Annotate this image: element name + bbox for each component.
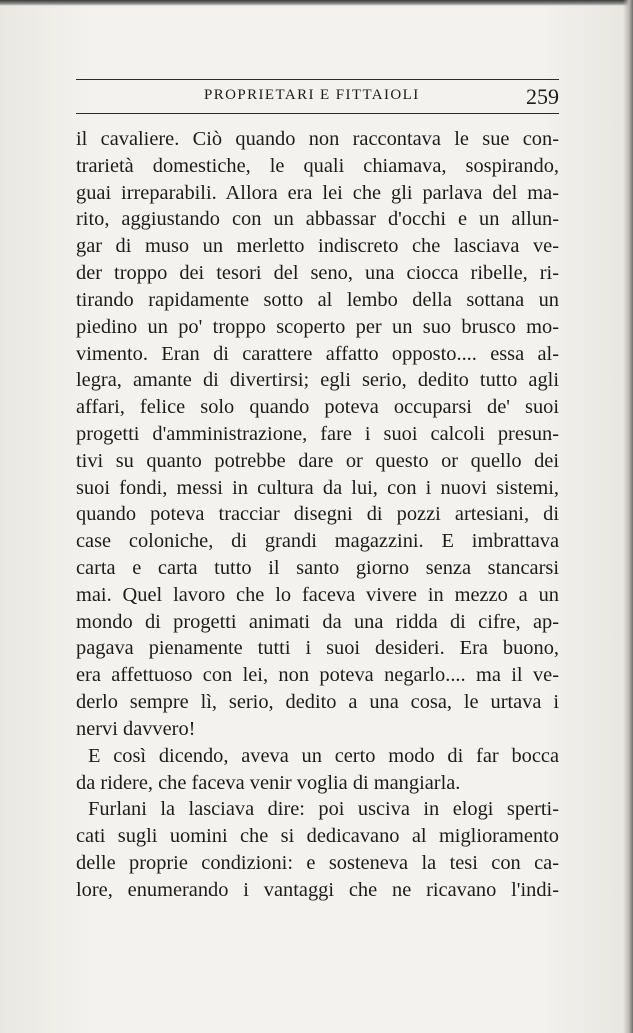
page-right-edge — [623, 0, 633, 1033]
text-line: lore, enumerando i vantaggi che ne ricavano l'indi- — [76, 878, 559, 901]
text-line: pagava pienamente tutti i suoi desideri. Era buono, — [76, 637, 559, 660]
text-line: tirando rapidamente sotto al lembo della sottana un — [76, 288, 559, 311]
text-line: il cavaliere. Ciò quando non raccontava le sue con- — [76, 128, 559, 150]
page-number: 259 — [526, 84, 559, 109]
text-line: era affettuoso con lei, non poteva negarlo.... ma il ve- — [76, 664, 559, 687]
text-line: guai irreparabili. Allora era lei che gli parlava del ma- — [76, 181, 559, 204]
text-line: quando poteva tracciar disegni di pozzi artesiani, di — [76, 503, 559, 526]
page-header — [76, 86, 559, 110]
text-line: mondo di progetti animati da una ridda di cifre, ap- — [76, 610, 559, 633]
text-line: da ridere, che faceva venir voglia di mangiarla. — [76, 771, 461, 794]
text-line: cati sugli uomini che si dedicavano al miglioramento — [76, 825, 559, 848]
text-line: suoi fondi, messi in cultura da lui, con i nuovi sistemi, — [76, 476, 559, 499]
header-bottom-rule — [76, 113, 559, 114]
body-text — [76, 126, 559, 904]
text-line: carta e carta tutto il santo giorno senza stancarsi — [76, 557, 559, 579]
header-top-rule — [76, 79, 559, 80]
text-line: tivi su quanto potrebbe dare or questo or quello dei — [76, 449, 559, 472]
text-line: rito, aggiustando con un abbassar d'occhi e un allun- — [76, 208, 559, 231]
text-line: gar di muso un merletto indiscreto che lasciava ve- — [76, 235, 559, 258]
text-line: mai. Quel lavoro che lo faceva vivere in mezzo a un — [76, 583, 559, 606]
text-line: vimento. Eran di carattere affatto opposto.... essa al- — [76, 342, 559, 365]
text-line: Furlani la lasciava dire: poi usciva in elogi sperti- — [88, 798, 559, 821]
text-line: derlo sempre lì, serio, dedito a una cosa, le urtava i — [76, 691, 559, 714]
text-line: delle proprie condizioni: e sosteneva la tesi con ca- — [76, 851, 559, 874]
page-top-edge — [0, 0, 633, 6]
text-line: legra, amante di divertirsi; egli serio, dedito tutto agli — [76, 369, 559, 392]
text-line: trarietà domestiche, le quali chiamava, sospirando, — [76, 154, 559, 177]
running-title: PROPRIETARI E FITTAIOLI — [204, 87, 420, 103]
text-line: E così dicendo, aveva un certo modo di far bocca — [88, 744, 559, 767]
text-line: affari, felice solo quando poteva occuparsi de' suoi — [76, 396, 559, 419]
text-line: case coloniche, di grandi magazzini. E imbrattava — [76, 530, 559, 553]
text-line: piedino un po' troppo scoperto per un suo brusco mo- — [76, 315, 559, 338]
text-line: nervi davvero! — [76, 717, 196, 740]
text-line: der troppo dei tesori del seno, una ciocca ribelle, ri- — [76, 262, 559, 285]
text-line: progetti d'amministrazione, fare i suoi calcoli presun- — [76, 422, 559, 445]
